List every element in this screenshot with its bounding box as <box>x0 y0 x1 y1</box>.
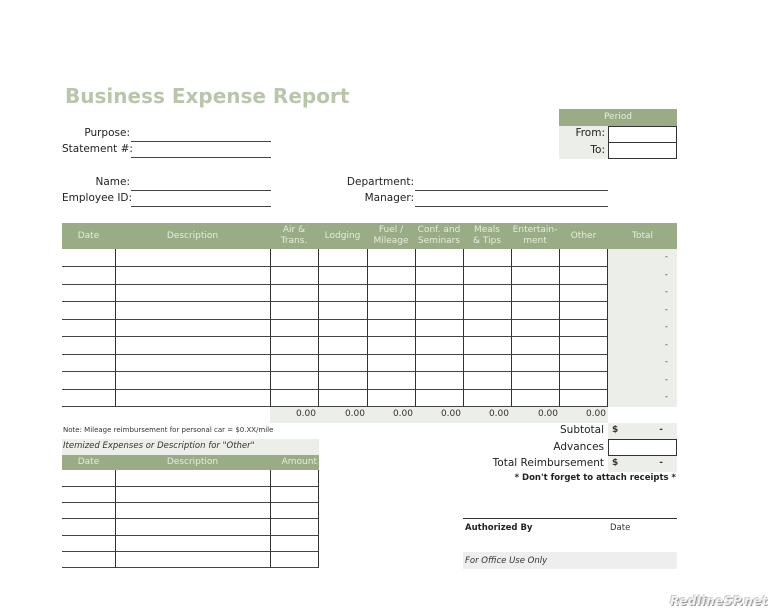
total-reimbursement-value: - <box>659 458 663 468</box>
subtotal-value-cell <box>608 423 677 439</box>
row-total: - <box>664 375 668 385</box>
manager-label: Manager: <box>364 192 414 204</box>
statement-label: Statement #: <box>62 143 133 155</box>
col-entertainment: Entertain- ment <box>512 225 558 246</box>
expense-table-header <box>62 223 677 249</box>
purpose-field[interactable] <box>131 128 271 142</box>
subtotal-value: - <box>659 425 663 435</box>
col-lodging: Lodging <box>324 230 361 241</box>
office-use-label: For Office Use Only <box>465 556 548 566</box>
sum-meals-tips: 0.00 <box>488 409 509 419</box>
col-description: Description <box>166 230 219 241</box>
purpose-label: Purpose: <box>84 127 130 139</box>
department-label: Department: <box>346 176 414 188</box>
sum-lodging: 0.00 <box>344 409 365 419</box>
sum-air-trans: 0.00 <box>295 409 316 419</box>
row-total: - <box>664 392 668 402</box>
employee-id-label: Employee ID: <box>62 192 133 204</box>
receipts-note: * Don't forget to attach receipts * <box>514 473 676 483</box>
col-date: Date <box>77 230 100 241</box>
signature-line[interactable] <box>463 518 677 519</box>
advances-field[interactable] <box>608 439 677 456</box>
total-reimbursement-cell <box>608 456 677 472</box>
authorized-by-label: Authorized By <box>465 523 533 533</box>
itemized-col-amount: Amount <box>281 457 317 467</box>
total-reimbursement-label: Total Reimbursement <box>492 457 604 469</box>
sum-other: 0.00 <box>585 409 606 419</box>
watermark: RedlineSP.net <box>670 594 768 608</box>
col-total: Total <box>631 230 654 241</box>
sum-fuel-mileage: 0.00 <box>392 409 413 419</box>
period-to-field[interactable] <box>608 142 677 159</box>
statement-field[interactable] <box>131 144 271 158</box>
employee-id-field[interactable] <box>131 193 271 207</box>
itemized-table-header <box>62 455 319 470</box>
col-fuel-mileage: Fuel / Mileage <box>373 225 409 246</box>
sum-entertainment: 0.00 <box>537 409 558 419</box>
total-currency: $ <box>612 458 619 468</box>
authorized-date-label: Date <box>610 523 631 533</box>
department-field[interactable] <box>415 177 608 191</box>
row-total: - <box>664 357 668 367</box>
itemized-col-date: Date <box>77 457 100 467</box>
itemized-title: Itemized Expenses or Description for "Other" <box>63 441 255 451</box>
advances-label: Advances <box>553 441 604 453</box>
col-air-trans: Air & Trans. <box>280 225 308 246</box>
subtotal-currency: $ <box>612 425 619 435</box>
page-title: Business Expense Report <box>65 84 350 108</box>
manager-field[interactable] <box>415 193 608 207</box>
row-total: - <box>664 270 668 280</box>
row-total: - <box>664 287 668 297</box>
col-conf-seminars: Conf. and Seminars <box>417 225 461 246</box>
period-from-field[interactable] <box>608 126 677 143</box>
itemized-col-description: Description <box>166 457 219 467</box>
mileage-note: Note: Mileage reimbursement for personal car = $0.XX/mile <box>63 426 274 434</box>
period-to-label: To: <box>590 144 605 156</box>
row-total: - <box>664 305 668 315</box>
name-field[interactable] <box>131 177 271 191</box>
sum-conf-seminars: 0.00 <box>440 409 461 419</box>
row-total: - <box>664 252 668 262</box>
subtotal-label: Subtotal <box>560 424 604 436</box>
row-total: - <box>664 340 668 350</box>
row-total: - <box>664 322 668 332</box>
col-other: Other <box>570 230 597 241</box>
period-header: Period <box>559 109 677 126</box>
period-from-label: From: <box>575 127 605 139</box>
col-meals-tips: Meals & Tips <box>473 225 502 246</box>
name-label: Name: <box>95 176 130 188</box>
